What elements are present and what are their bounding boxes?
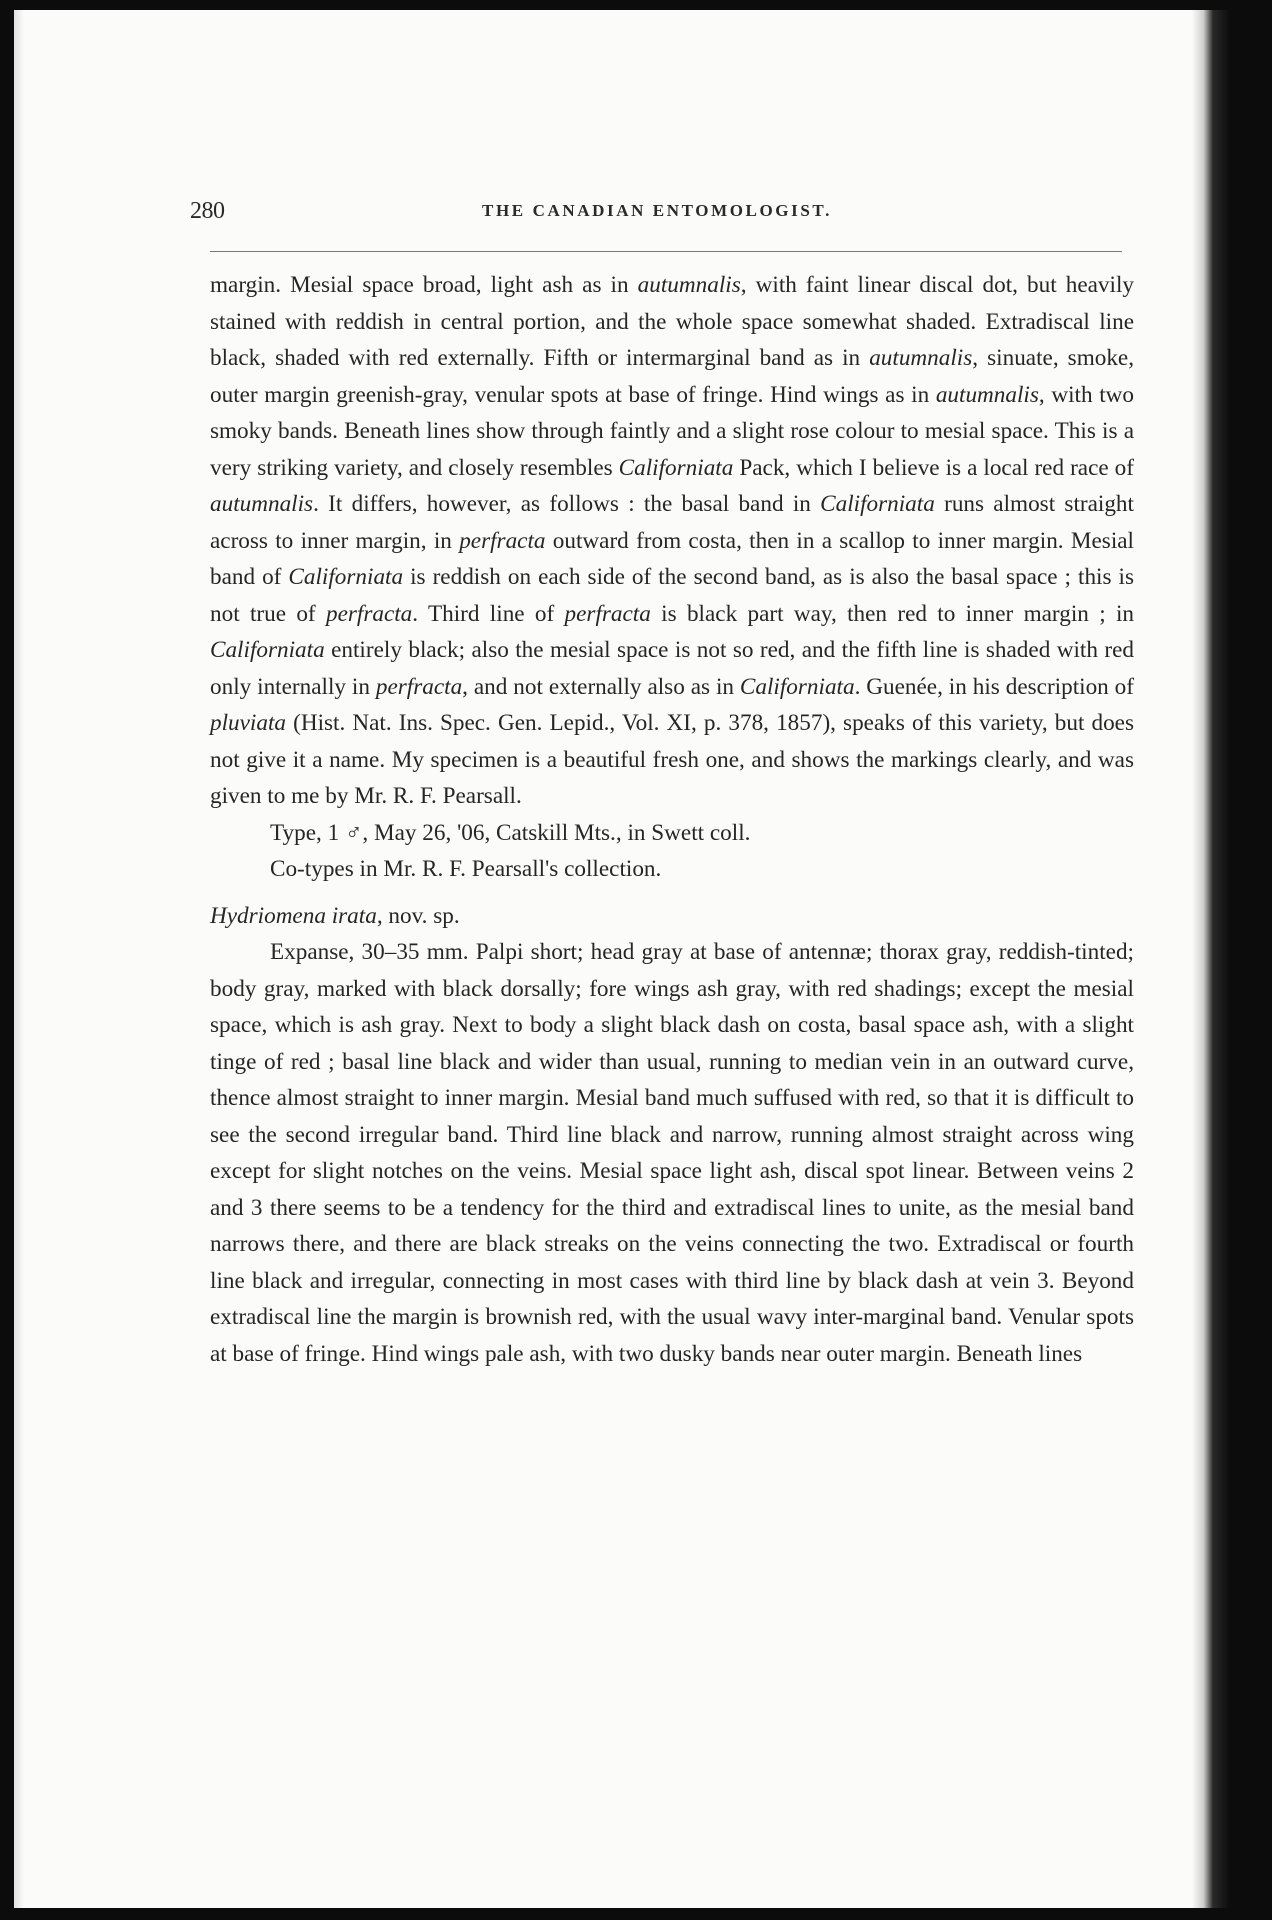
running-head: THE CANADIAN ENTOMOLOGIST. xyxy=(482,201,832,220)
page-left-edge xyxy=(14,10,24,1908)
text-run: , with faint linear discal dot, but heavily stained with reddish in central portion, and the whole space somewhat shaded. Extradiscal line black, shaded with red externally. Fifth or intermarginal band as in xyxy=(210,272,1134,371)
text-run: . It differs, however, as follows : the basal band in xyxy=(313,491,821,517)
italic-taxon-name: perfracta xyxy=(325,600,413,627)
body-paragraph xyxy=(210,267,1134,815)
body-paragraph xyxy=(210,815,1134,852)
italic-taxon-name: Californiata xyxy=(739,673,855,700)
text-run: , with two smoky bands. Beneath lines show through faintly and a slight rose colour to mesial space. This is a very striking variety, and closely resembles xyxy=(210,381,1134,481)
header-rule xyxy=(210,251,1122,252)
italic-taxon-name: perfracta xyxy=(375,673,463,700)
text-run: outward from costa, then in a scallop to inner margin. Mesial band of xyxy=(210,527,1135,590)
text-run: , and not externally also as in xyxy=(462,673,740,700)
text-run: Pack, which I believe is a local red race of xyxy=(733,454,1134,481)
italic-taxon-name: perfracta xyxy=(459,527,546,554)
text-run: . Third line of xyxy=(412,600,565,627)
italic-taxon-name: perfracta xyxy=(564,600,651,627)
italic-taxon-name: autumnalis xyxy=(637,272,741,298)
italic-taxon-name: Hydriomena irata xyxy=(210,902,377,929)
text-run: runs almost straight across to inner margin, in xyxy=(210,491,1134,554)
scanned-page xyxy=(14,10,1230,1908)
text-run: is reddish on each side of the second band, as is also the basal space ; this is not true of xyxy=(210,564,1134,627)
italic-taxon-name: Californiata xyxy=(288,564,404,590)
page-header xyxy=(190,198,1124,228)
italic-taxon-name: Californiata xyxy=(210,637,325,663)
italic-taxon-name: pluviata xyxy=(210,710,286,736)
page-number: 280 xyxy=(190,198,225,224)
book-spine-shadow xyxy=(1192,10,1230,1908)
italic-taxon-name: Californiata xyxy=(820,491,935,517)
text-run: entirely black; also the mesial space is not so red, and the fifth line is shaded with red only internally in xyxy=(210,637,1134,700)
body-paragraph xyxy=(210,934,1134,1372)
text-run: Co-types in Mr. R. F. Pearsall's collection. xyxy=(270,856,662,882)
body-paragraph xyxy=(210,851,1134,888)
text-run: Type, 1 ♂, May 26, '06, Catskill Mts., in Swett coll. xyxy=(270,819,751,846)
text-run: margin. Mesial space broad, light ash as in xyxy=(210,272,638,298)
italic-taxon-name: autumnalis xyxy=(869,345,973,371)
italic-taxon-name: Californiata xyxy=(618,454,734,481)
text-run: , nov. sp. xyxy=(376,902,460,929)
text-run: . Guenée, in his description of xyxy=(854,673,1134,700)
italic-taxon-name: autumnalis xyxy=(935,381,1039,408)
italic-taxon-name: autumnalis xyxy=(210,491,314,517)
text-run: , sinuate, smoke, outer margin greenish-gray, venular spots at base of fringe. Hind wings as in xyxy=(210,345,1135,408)
species-heading xyxy=(210,898,1134,935)
text-run: is black part way, then red to inner margin ; in xyxy=(650,600,1134,627)
text-run: Expanse, 30–35 mm. Palpi short; head gray at base of antennæ; thorax gray, reddish-tinted; body gray, marked with black dorsally; fore wings ash gray, with red shadings; except the mesial space, which is ash gray. Next to body a slight black dash on costa, basal space ash, with a slight tinge of red ; basal line black and wider than usual, running to median vein in an outward curve, thence almost straight to inner margin. Mesial band much suffused with red, so that it is difficult to see the second irregular band. Third line black and narrow, running almost straight across wing except for slight notches on the veins. Mesial space light ash, discal spot linear. Between veins 2 and 3 there seems to be a tendency for the third and extradiscal lines to unite, as the mesial band narrows there, and there are black streaks on the veins connecting the two. Extradiscal or fourth line black and irregular, connecting in most cases with third line by black dash at vein 3. Beyond extradiscal line the margin is brownish red, with the usual wavy inter-marginal band. Venular spots at base of fringe. Hind wings pale ash, with two dusky bands near outer margin. Beneath lines xyxy=(210,939,1134,1367)
article-body xyxy=(210,267,1134,1372)
text-run: (Hist. Nat. Ins. Spec. Gen. Lepid., Vol. XI, p. 378, 1857), speaks of this variety, but does not give it a name. My specimen is a beautiful fresh one, and shows the markings clearly, and was given to me by Mr. R. F. Pearsall. xyxy=(210,710,1134,809)
